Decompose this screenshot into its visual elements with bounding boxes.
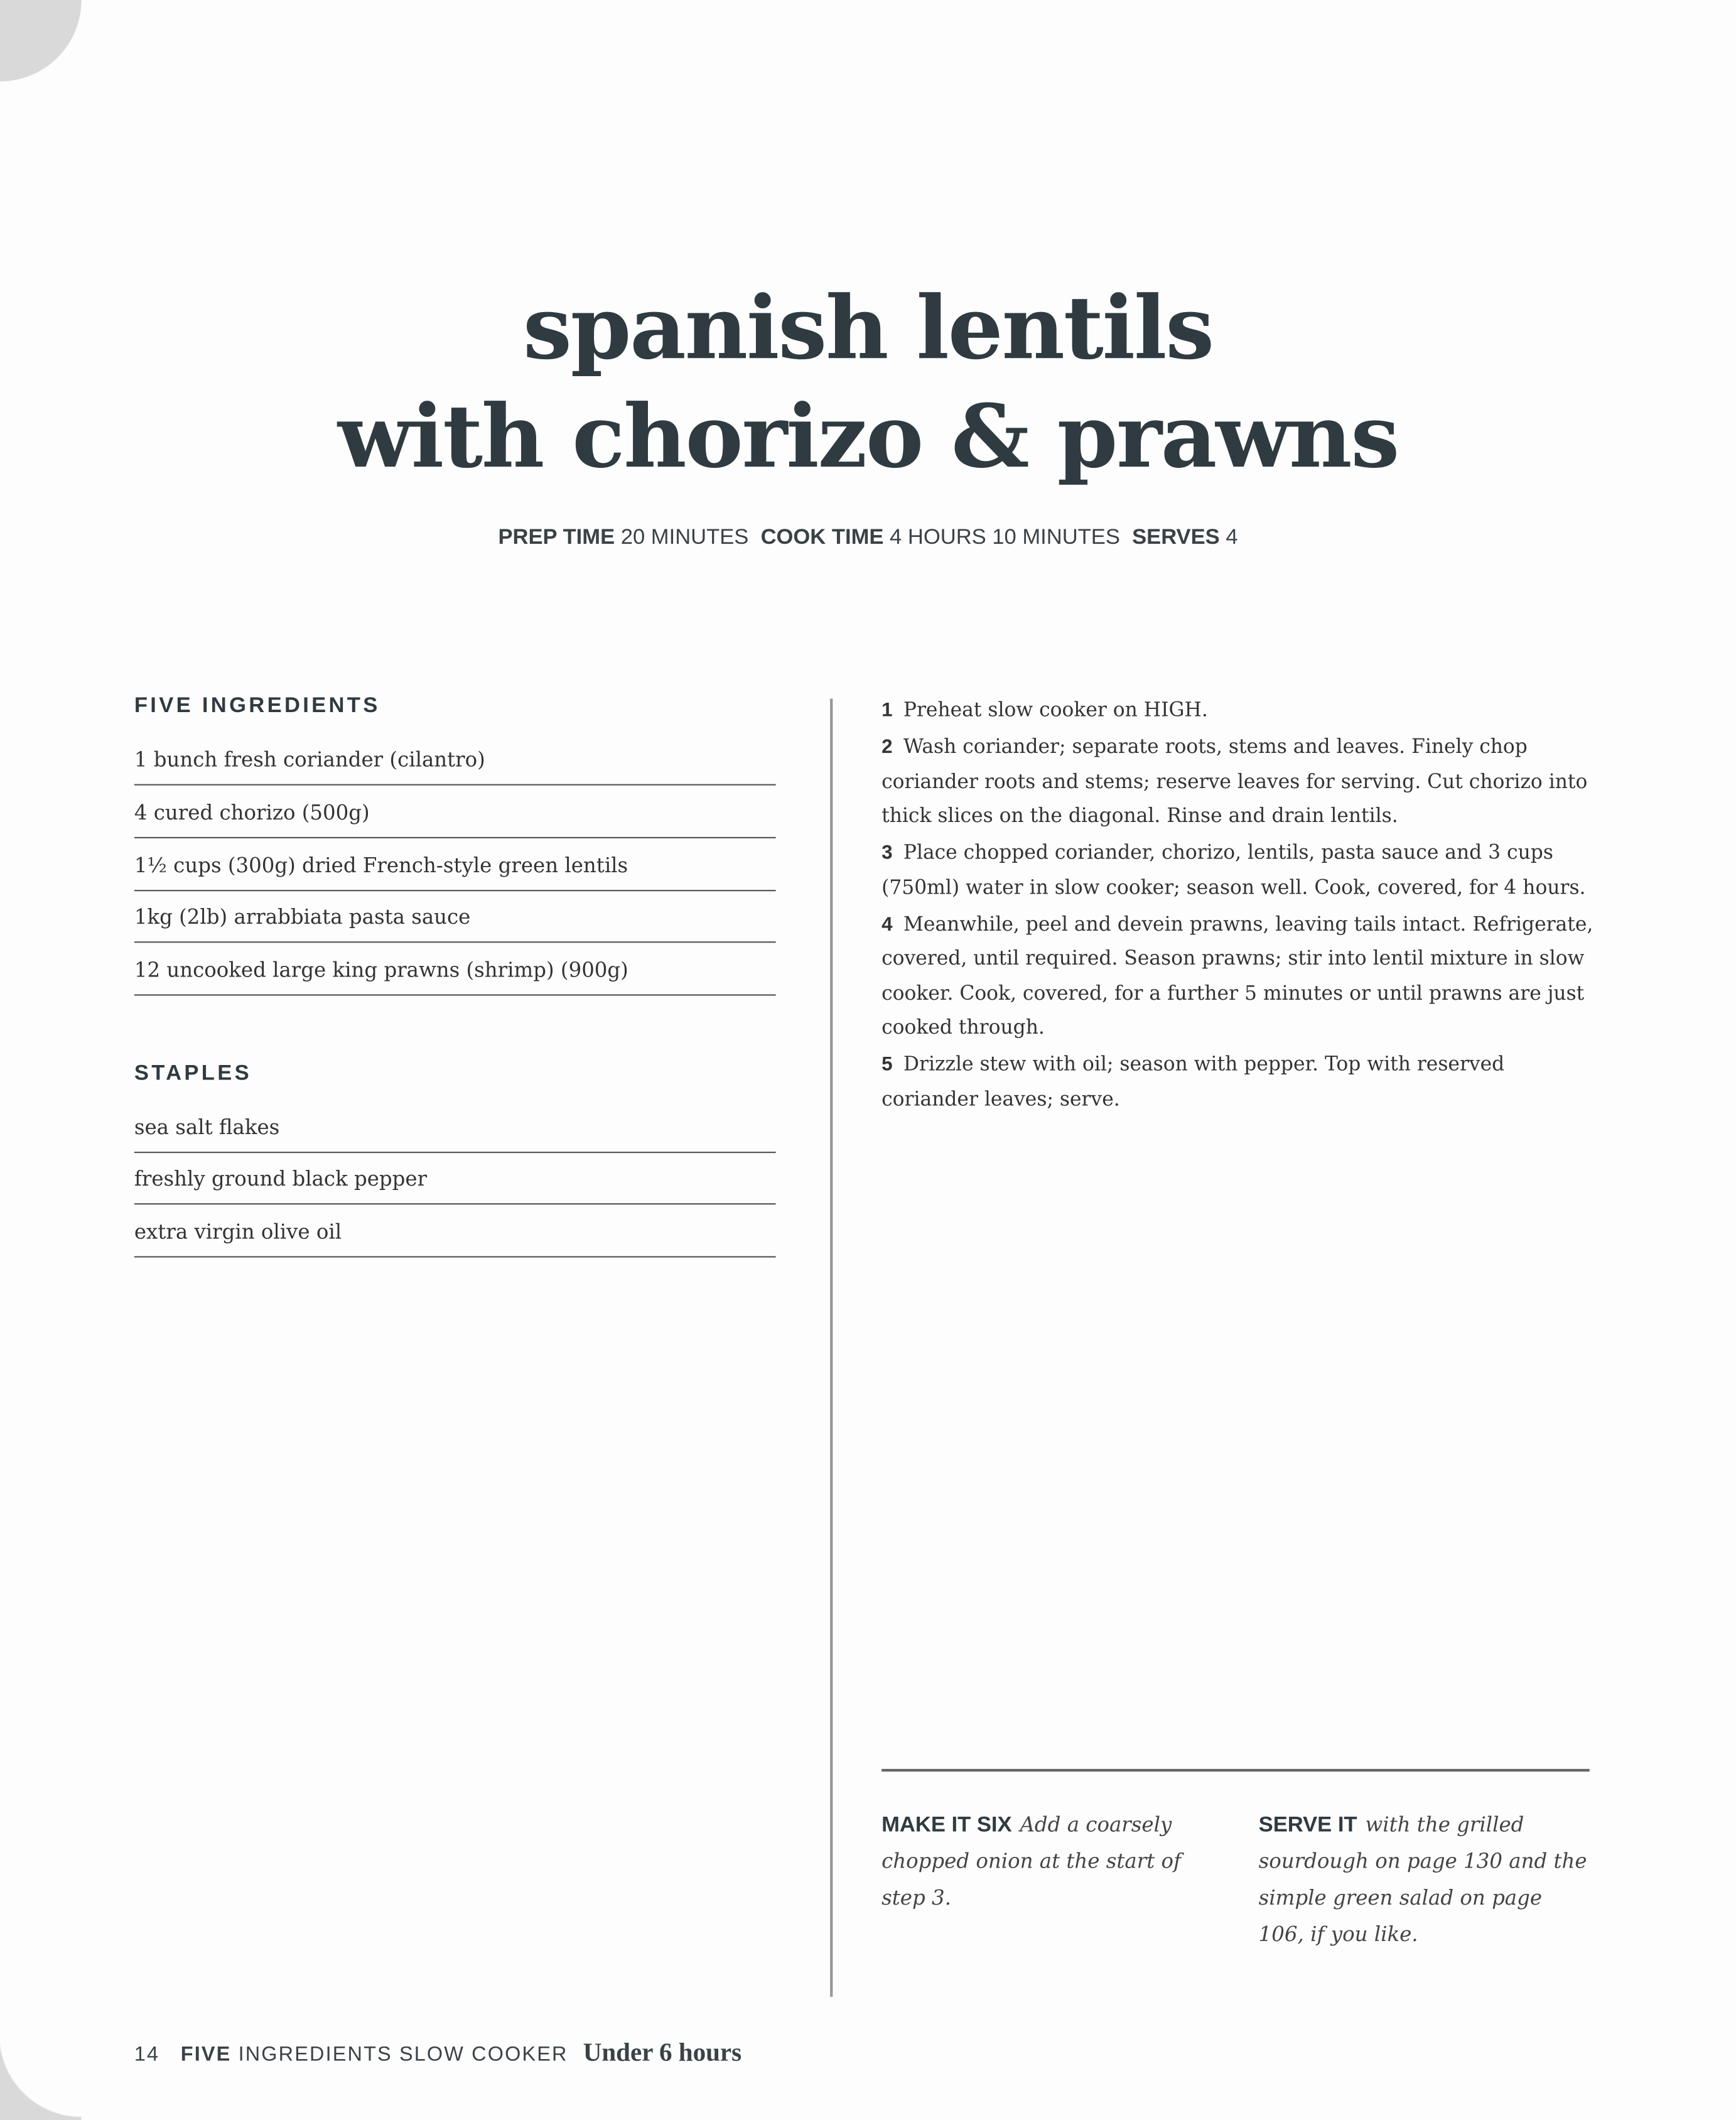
staples-heading: STAPLES <box>134 1062 252 1086</box>
recipe-title-line1: spanish lentils <box>523 278 1213 380</box>
method-step: 2 Wash coriander; separate roots, stems and leaves. Finely chop coriander roots and stems; reserve leaves for serving. Cut chorizo into thick slices on the diagonal. Rinse and drain lentils. <box>881 736 1588 828</box>
staple-item: extra virgin olive oil <box>134 1206 776 1257</box>
recipe-meta <box>0 526 1736 551</box>
method-step: 3 Place chopped coriander, chorizo, lentils, pasta sauce and 3 cups (750ml) water in slow cooker; season well. Cook, covered, for 4 hours. <box>881 842 1586 899</box>
prep-label: PREP TIME <box>498 526 615 549</box>
method-steps <box>881 695 1600 1120</box>
staple-item: freshly ground black pepper <box>134 1153 776 1204</box>
page-corner <box>0 2035 82 2120</box>
ingredient-item: 1 bunch fresh coriander (cilantro) <box>134 734 776 786</box>
chapter-name: Under 6 hours <box>583 2038 742 2068</box>
method-step: 5 Drizzle stew with oil; season with pepper. Top with reserved coriander leaves; serve. <box>881 1054 1505 1111</box>
tips-divider <box>881 1769 1590 1771</box>
make-it-six-tip: MAKE IT SIX Add a coarsely chopped onion at the start of step 3. <box>881 1812 1182 1910</box>
ingredient-item: 1kg (2lb) arrabbiata pasta sauce <box>134 891 776 943</box>
ingredients-heading: FIVE INGREDIENTS <box>134 695 380 718</box>
method-step: 1 Preheat slow cooker on HIGH. <box>881 700 1208 722</box>
method-step: 4 Meanwhile, peel and devein prawns, leaving tails intact. Refrigerate, covered, until required. Season prawns; stir into lentil mixture in slow cooker. Cook, covered, for a further 5 minutes or until prawns are just cooked through. <box>881 913 1593 1039</box>
page-number: 14 <box>134 2043 160 2066</box>
ingredient-item: 4 cured chorizo (500g) <box>134 787 776 838</box>
ingredient-item: 1½ cups (300g) dried French-style green lentils <box>134 840 776 891</box>
serves-value: 4 <box>1226 526 1238 549</box>
prep-value: 20 MINUTES <box>620 526 749 549</box>
serve-it-tip: SERVE IT with the grilled sourdough on page 130 and the simple green salad on page 106, if you like. <box>1258 1812 1587 1947</box>
page-footer: 14 FIVE INGREDIENTS SLOW COOKER Under 6 hours <box>134 2038 742 2068</box>
serves-label: SERVES <box>1132 526 1220 549</box>
cook-label: COOK TIME <box>760 526 884 549</box>
ingredient-item: 12 uncooked large king prawns (shrimp) (900g) <box>134 944 776 995</box>
recipe-title-line2: with chorizo & prawns <box>337 386 1399 489</box>
column-divider <box>830 699 832 1997</box>
staple-item: sea salt flakes <box>134 1101 776 1153</box>
page-corner <box>0 0 82 82</box>
cook-value: 4 HOURS 10 MINUTES <box>890 526 1120 549</box>
